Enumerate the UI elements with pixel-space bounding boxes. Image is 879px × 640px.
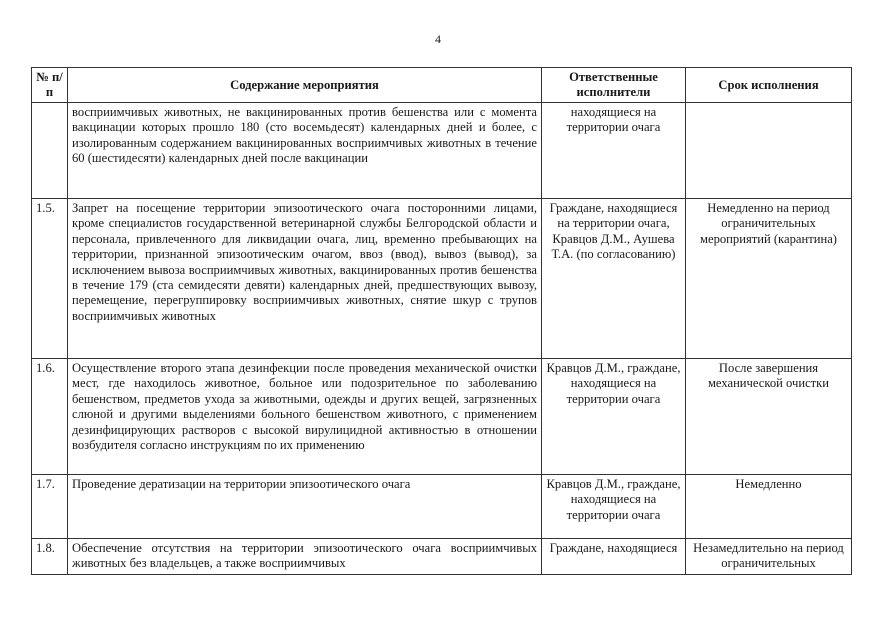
row-term	[686, 103, 852, 199]
row-content: восприимчивых животных, не вакцинированных против бешенства или с момента вакцинации которых прошло 180 (сто восемьдесят) календарных дней и более, с изолированным содержанием вакцинированных восприимчивых животных в течение 60 (шестидесяти) календарных дней после вакцинации	[68, 103, 542, 199]
row-content: Осуществление второго этапа дезинфекции после проведения механической очистки мест, где находилось животное, больное или подозрительное по заболеванию бешенством, предметов ухода за животными, одежды и других вещей, загрязненных слюной и другими выделениями больного бешенством животного, с применением дезинфицирующих растворов с высокой вирулицидной активностью в отношении возбудителя согласно инструкциям по их применению	[68, 359, 542, 475]
row-term: Немедленно	[686, 475, 852, 539]
row-num	[32, 103, 68, 199]
row-content: Обеспечение отсутствия на территории эпизоотического очага восприимчивых животных без владельцев, а также восприимчивых	[68, 539, 542, 575]
row-responsible: Граждане, находящиеся	[542, 539, 686, 575]
row-content: Проведение дератизации на территории эпизоотического очага	[68, 475, 542, 539]
table-row	[32, 475, 852, 539]
measures-table	[31, 67, 852, 575]
table-row	[32, 539, 852, 575]
row-num: 1.5.	[32, 199, 68, 359]
header-term: Срок исполнения	[686, 68, 852, 103]
row-term: Незамедлительно на период ограничительных	[686, 539, 852, 575]
row-term: После завершения механической очистки	[686, 359, 852, 475]
row-responsible: Кравцов Д.М., граждане, находящиеся на территории очага	[542, 359, 686, 475]
row-responsible: Граждане, находящиеся на территории очага, Кравцов Д.М., Аушева Т.А. (по согласованию)	[542, 199, 686, 359]
row-num: 1.7.	[32, 475, 68, 539]
table-row	[32, 103, 852, 199]
row-responsible: Кравцов Д.М., граждане, находящиеся на территории очага	[542, 475, 686, 539]
row-term: Немедленно на период ограничительных мероприятий (карантина)	[686, 199, 852, 359]
row-num: 1.6.	[32, 359, 68, 475]
row-content: Запрет на посещение территории эпизоотического очага посторонними лицами, кроме специалистов государственной ветеринарной службы Белгородской области и персонала, привлеченного для ликвидации очага, лиц, временно пребывающих на территории, признанной эпизоотическим очагом, ввоз (ввод), вывоз (вывод), за исключением вывоза восприимчивых животных, вакцинированных против бешенства в течение 179 (ста семидесяти девяти) календарных дней, предшествующих вывозу, перемещение, перегруппировку восприимчивых животных, снятие шкур с трупов восприимчивых животных	[68, 199, 542, 359]
header-num: № п/п	[32, 68, 68, 103]
header-content: Содержание мероприятия	[68, 68, 542, 103]
row-num: 1.8.	[32, 539, 68, 575]
table-row	[32, 359, 852, 475]
header-responsible: Ответственные исполнители	[542, 68, 686, 103]
table-row	[32, 199, 852, 359]
page-number: 4	[435, 32, 441, 46]
table-header-row	[32, 68, 852, 103]
row-responsible: находящиеся на территории очага	[542, 103, 686, 199]
